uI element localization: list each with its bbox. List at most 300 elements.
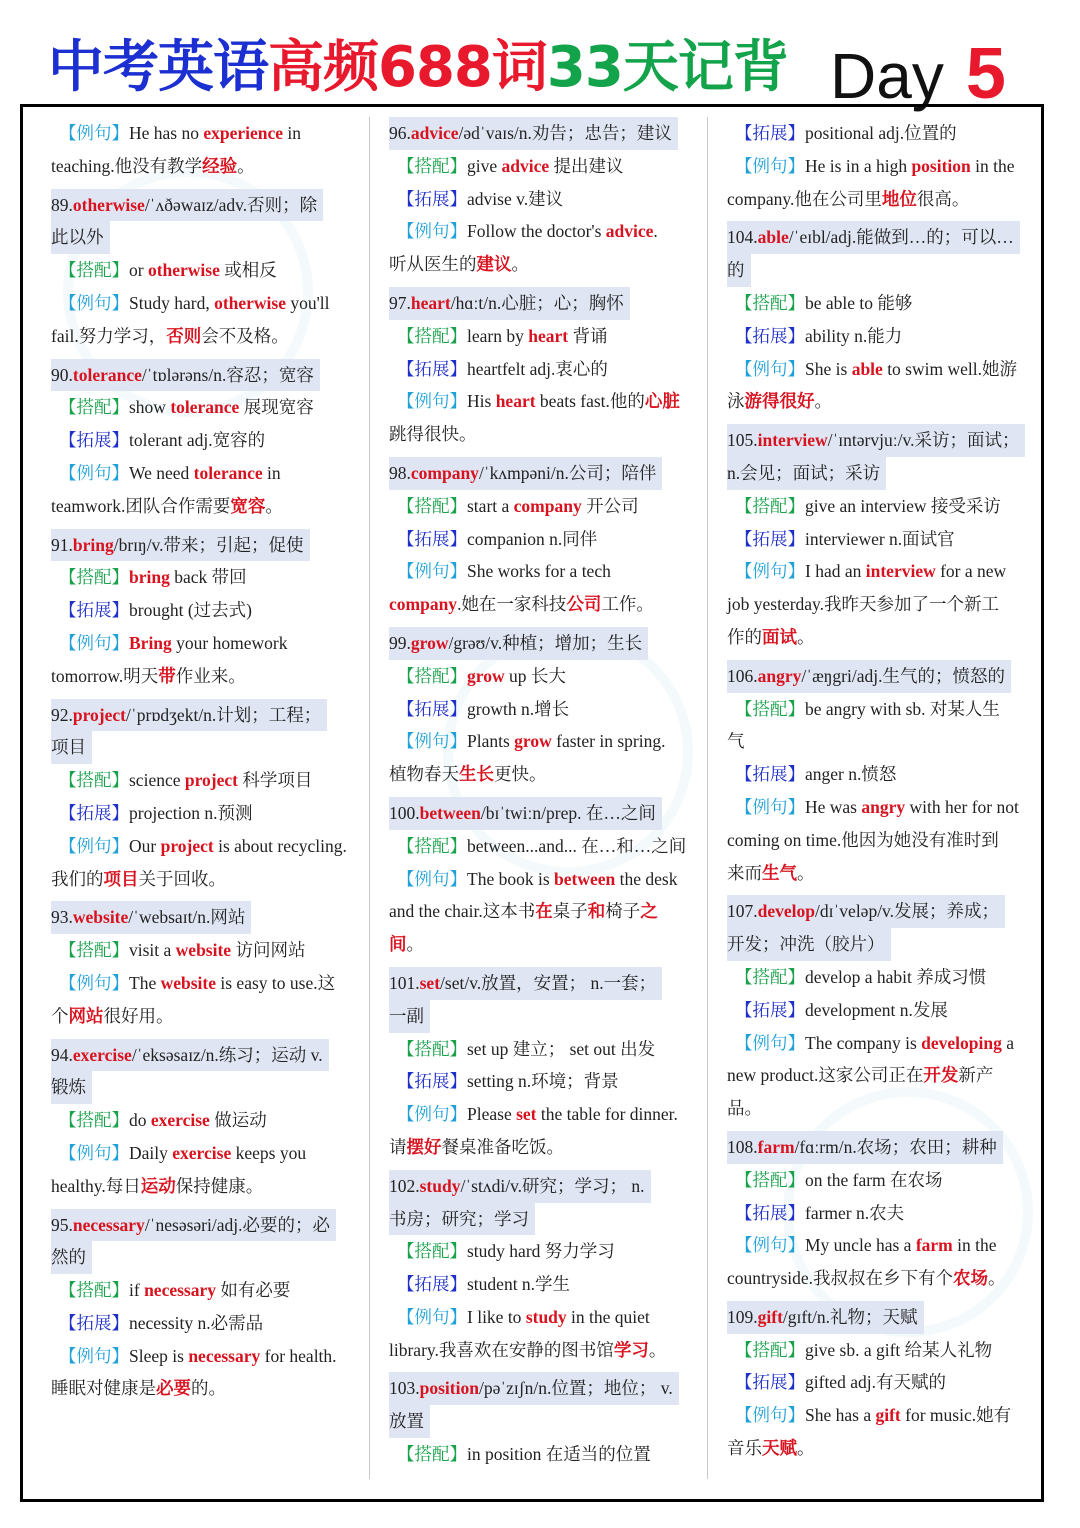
entry-heading-band (389, 1405, 430, 1438)
highlight-text: advice (501, 155, 550, 176)
extension-line (51, 594, 361, 627)
text-segment: 91. (51, 534, 73, 555)
text-segment: 。 (814, 391, 832, 412)
text-segment: beats fast.他的 (535, 391, 645, 412)
text-segment: /bɪˈtwiːn/prep. 在…之间 (480, 802, 656, 823)
entry-heading-band (727, 928, 891, 961)
text-segment: companion n.同伴 (467, 528, 598, 549)
highlight-text: farm (915, 1235, 953, 1256)
label-tag: 【例句】 (59, 972, 129, 993)
highlight-text: 游得很好 (744, 391, 815, 412)
collocation-line (389, 830, 699, 863)
highlight-text: developing (921, 1032, 1002, 1053)
text-segment: keeps you (231, 1142, 307, 1163)
text-segment: 。 (797, 862, 815, 883)
highlight-text: necessary (188, 1345, 261, 1366)
text-segment: in (262, 462, 281, 483)
highlight-text: interview (865, 561, 936, 582)
text-segment: 访问网站 (231, 940, 306, 961)
entry-heading-band (389, 1203, 535, 1236)
highlight-text: grow (467, 665, 505, 686)
text-segment: 提出建议 (549, 155, 624, 176)
example-line (727, 150, 1037, 183)
entry-heading (51, 1039, 361, 1072)
entry-heading (51, 699, 361, 732)
text-segment: 音乐 (727, 1438, 762, 1459)
text-segment: /ˈprɒdʒekt/n.计划；工程； (126, 704, 322, 725)
extension-line (727, 320, 1037, 353)
extension-line (389, 693, 699, 726)
extension-line (727, 994, 1037, 1027)
label-tag: 【例句】 (735, 358, 805, 379)
example-line (727, 1027, 1037, 1060)
text-segment: fail.努力学习， (51, 325, 167, 346)
text-segment: /ˈʌðəwaɪz/adv.否则；除 (144, 194, 318, 215)
text-line (727, 1262, 1037, 1295)
text-segment: in the (952, 1235, 997, 1256)
text-segment: show (129, 397, 171, 418)
highlight-text: 公司 (566, 594, 602, 615)
label-tag: 【例句】 (59, 835, 129, 856)
highlight-text: tolerance (72, 364, 142, 385)
text-segment: library.我喜欢在安静的图书馆 (389, 1339, 614, 1360)
entry-heading-band (727, 1131, 1003, 1164)
label-tag: 【拓展】 (59, 802, 129, 823)
label-tag: 【例句】 (397, 868, 467, 889)
text-line (51, 320, 361, 353)
text-segment: 开发；冲洗（胶片） (727, 934, 885, 955)
entry-heading (727, 457, 1037, 490)
label-tag: 【搭配】 (397, 665, 467, 686)
extension-line (389, 1065, 699, 1098)
label-tag: 【拓展】 (59, 1312, 129, 1333)
highlight-text: angry (861, 796, 906, 817)
text-segment: 93. (51, 907, 73, 928)
text-segment: /ˈnesəsəri/adj.必要的；必 (144, 1214, 330, 1235)
highlight-text: 农场 (953, 1268, 989, 1289)
text-segment: back 带回 (169, 567, 247, 588)
highlight-text: tolerance (193, 462, 263, 483)
label-tag: 【拓展】 (735, 764, 805, 785)
text-segment: He was (805, 796, 862, 817)
label-tag: 【搭配】 (397, 1038, 467, 1059)
text-segment: study hard 努力学习 (467, 1241, 615, 1262)
text-line (51, 490, 361, 523)
entry-heading-band (389, 117, 678, 150)
text-segment: /ˈwebsaɪt/n.网站 (128, 907, 246, 928)
text-segment: /set/v.放置，安置； n.一套； (440, 972, 657, 993)
text-segment: /gɪft/n.礼物；天赋 (782, 1306, 918, 1327)
entry-heading (51, 1241, 361, 1274)
text-segment: 气 (727, 731, 745, 752)
label-tag: 【例句】 (735, 1405, 805, 1426)
text-segment: She has a (805, 1405, 876, 1426)
highlight-text: 建议 (476, 254, 512, 275)
highlight-text: necessary (144, 1280, 217, 1301)
label-tag: 【例句】 (59, 292, 129, 313)
highlight-text: position (911, 155, 971, 176)
entry-heading (727, 221, 1037, 254)
highlight-text: website (72, 907, 129, 928)
extension-line (727, 1197, 1037, 1230)
label-tag: 【搭配】 (59, 567, 129, 588)
text-segment: 桌子 (552, 901, 588, 922)
word-column-2 (389, 117, 699, 1471)
collocation-line (727, 287, 1037, 320)
text-segment: 植物春天 (389, 764, 459, 785)
text-line (51, 660, 361, 693)
text-segment: be able to 能够 (805, 292, 913, 313)
text-segment: Daily (129, 1142, 173, 1163)
text-segment: advise v.建议 (467, 188, 564, 209)
entry-heading (727, 254, 1037, 287)
highlight-text: otherwise (147, 260, 220, 281)
example-line (389, 1098, 699, 1131)
highlight-text: position (419, 1378, 479, 1399)
text-line (389, 758, 699, 791)
highlight-text: 经验 (202, 155, 238, 176)
text-line (389, 1334, 699, 1367)
text-segment: 作的 (727, 626, 762, 647)
label-tag: 【例句】 (397, 561, 467, 582)
label-tag: 【例句】 (397, 1104, 467, 1125)
entry-heading-band (51, 529, 310, 562)
day-number: 5 (965, 34, 1006, 114)
text-segment: . (653, 221, 658, 242)
text-segment: 或相反 (219, 260, 277, 281)
text-segment: 100. (389, 802, 420, 823)
entry-heading (51, 529, 361, 562)
highlight-text: 网站 (68, 1005, 104, 1026)
text-segment: teamwork.团队合作需要 (51, 495, 231, 516)
text-segment: heartfelt adj.衷心的 (467, 358, 608, 379)
text-segment: to swim well.她游 (882, 358, 1017, 379)
text-segment: 保持健康。 (175, 1175, 264, 1196)
entry-heading-band (389, 457, 662, 490)
collocation-line (389, 1235, 699, 1268)
highlight-text: Bring (129, 632, 172, 653)
highlight-text: set (419, 972, 441, 993)
example-line (727, 1229, 1037, 1262)
label-tag: 【搭配】 (735, 1169, 805, 1190)
text-segment: /pəˈzɪʃn/n.位置；地位； v. (478, 1378, 673, 1399)
text-segment: Plants (467, 731, 515, 752)
text-segment: your homework (171, 632, 288, 653)
entry-heading-band (727, 1301, 924, 1334)
extension-line (51, 797, 361, 830)
highlight-text: 和 (587, 901, 606, 922)
entry-heading-band (51, 1039, 329, 1072)
text-segment: 94. (51, 1044, 73, 1065)
text-segment: 97. (389, 292, 411, 313)
text-segment: or (129, 260, 148, 281)
text-segment: 的。 (191, 1378, 226, 1399)
text-segment: Our (129, 835, 161, 856)
entry-heading-band (389, 797, 662, 830)
extension-line (389, 183, 699, 216)
text-line (389, 418, 699, 451)
text-segment: 品。 (727, 1098, 762, 1119)
text-segment: 90. (51, 364, 73, 385)
highlight-text: advice (605, 221, 654, 242)
text-segment: 。 (237, 155, 255, 176)
text-segment: coming on time.他因为她没有准时到 (727, 829, 999, 850)
example-line (51, 627, 361, 660)
example-line (51, 457, 361, 490)
collocation-line (727, 1164, 1037, 1197)
example-line (727, 1399, 1037, 1432)
highlight-text: 学习 (613, 1339, 649, 1360)
text-segment: 105. (727, 430, 758, 451)
highlight-text: angry (757, 665, 802, 686)
text-line (51, 1372, 361, 1405)
entry-heading-band (51, 731, 92, 764)
highlight-text: exercise (72, 1044, 132, 1065)
collocation-line (51, 1274, 361, 1307)
extension-line (51, 424, 361, 457)
extension-line (727, 758, 1037, 791)
highlight-text: exercise (150, 1110, 210, 1131)
highlight-text: between (554, 868, 616, 889)
text-line (389, 248, 699, 281)
entry-heading-band (727, 221, 1020, 254)
label-tag: 【搭配】 (397, 495, 467, 516)
collocation-line (727, 961, 1037, 994)
label-tag: 【例句】 (59, 632, 129, 653)
text-segment: 95. (51, 1214, 73, 1235)
highlight-text: heart (528, 325, 569, 346)
text-segment: 96. (389, 123, 411, 143)
text-segment: 作业来。 (175, 665, 246, 686)
label-tag: 【例句】 (735, 1032, 805, 1053)
highlight-text: farm (757, 1136, 795, 1157)
text-segment: 请 (389, 1136, 407, 1157)
column-divider (369, 117, 370, 1479)
text-segment: job yesterday.我昨天参加了一个新工 (727, 594, 1000, 615)
text-segment: in the (970, 155, 1015, 176)
text-segment: 。 (265, 495, 283, 516)
collocation-line (51, 561, 361, 594)
label-tag: 【搭配】 (735, 292, 805, 313)
highlight-text: bring (72, 534, 114, 555)
text-segment: in the quiet (566, 1306, 650, 1327)
text-segment: student n.学生 (467, 1274, 571, 1295)
text-segment: /ədˈvaɪs/n.劝告；忠告；建议 (458, 123, 672, 143)
highlight-text: able (757, 227, 789, 248)
collocation-line (389, 660, 699, 693)
highlight-text: company (513, 495, 582, 516)
example-line (51, 1137, 361, 1170)
text-segment: I had an (805, 561, 866, 582)
example-line (389, 555, 699, 588)
text-segment: be angry with sb. 对某人生 (805, 698, 1000, 719)
collocation-line (51, 391, 361, 424)
entry-heading-band (727, 254, 751, 287)
entry-heading (727, 895, 1037, 928)
text-segment: 。 (988, 1268, 1006, 1289)
text-segment: 。 (797, 626, 815, 647)
text-segment: growth n.增长 (467, 698, 570, 719)
highlight-text: 宽容 (230, 495, 266, 516)
text-segment: is about recycling. (213, 835, 347, 856)
text-segment: learn by (467, 325, 529, 346)
text-segment: farmer n.农夫 (805, 1202, 905, 1223)
label-tag: 【例句】 (735, 155, 805, 176)
highlight-text: otherwise (72, 194, 145, 215)
label-tag: 【例句】 (397, 221, 467, 242)
entry-heading (727, 1131, 1037, 1164)
text-segment: for music.她有 (900, 1405, 1012, 1426)
text-segment: 听从医生的 (389, 254, 477, 275)
text-segment: 如有必要 (216, 1280, 291, 1301)
label-tag: 【搭配】 (59, 1110, 129, 1131)
text-segment: do (129, 1110, 151, 1131)
highlight-text: 地位 (881, 188, 917, 209)
text-line (727, 1092, 1037, 1125)
example-line (389, 385, 699, 418)
label-tag: 【拓展】 (397, 1274, 467, 1295)
entry-heading (389, 117, 699, 150)
text-segment: We need (129, 462, 194, 483)
text-segment: The company is (805, 1032, 922, 1053)
text-segment: Follow the doctor's (467, 221, 606, 242)
text-segment: 背诵 (568, 325, 608, 346)
example-line (727, 791, 1037, 824)
label-tag: 【拓展】 (59, 600, 129, 621)
text-segment: 新产 (958, 1065, 994, 1086)
extension-line (727, 523, 1037, 556)
label-tag: 【搭配】 (397, 1241, 467, 1262)
highlight-text: 之 (640, 901, 658, 922)
collocation-line (389, 490, 699, 523)
label-tag: 【拓展】 (735, 528, 805, 549)
text-line (727, 824, 1037, 857)
label-tag: 【例句】 (397, 1306, 467, 1327)
text-line (727, 725, 1037, 758)
highlight-text: 天赋 (762, 1438, 797, 1459)
highlight-text: exercise (172, 1142, 232, 1163)
entry-heading (51, 189, 361, 222)
text-segment: give sb. a gift 给某人礼物 (805, 1339, 993, 1360)
text-segment: She is (805, 358, 852, 379)
label-tag: 【搭配】 (735, 495, 805, 516)
text-segment: in position 在适当的位置 (467, 1444, 651, 1465)
highlight-text: tolerance (170, 397, 240, 418)
example-line (389, 1301, 699, 1334)
text-segment: 餐桌准备吃饭。 (441, 1136, 564, 1157)
text-segment: 98. (389, 462, 411, 483)
text-segment: 来而 (727, 862, 762, 883)
example-line (389, 863, 699, 896)
label-tag: 【搭配】 (397, 155, 467, 176)
highlight-text: able (851, 358, 883, 379)
text-segment: 。 (797, 1438, 815, 1459)
entry-heading (51, 221, 361, 254)
text-segment: 我们的 (51, 868, 104, 889)
text-segment: healthy.每日 (51, 1175, 141, 1196)
text-segment: n.会见；面试；采访 (727, 462, 881, 483)
collocation-line (389, 150, 699, 183)
entry-heading (389, 627, 699, 660)
text-segment: 椅子 (605, 901, 641, 922)
highlight-text: 面试 (762, 626, 797, 647)
column-divider (707, 117, 708, 1479)
example-line (727, 555, 1037, 588)
text-segment: faster in spring. (551, 731, 666, 752)
highlight-text: necessary (72, 1214, 145, 1235)
entry-heading-band (51, 189, 323, 222)
highlight-text: 运动 (140, 1175, 176, 1196)
highlight-text: company (389, 594, 458, 615)
content-frame (20, 104, 1044, 1502)
highlight-text: experience (203, 123, 284, 143)
label-tag: 【拓展】 (735, 123, 805, 143)
collocation-line (51, 764, 361, 797)
day-word: Day (830, 40, 944, 112)
entry-heading-band (51, 1209, 336, 1242)
text-line (727, 588, 1037, 621)
text-segment: /brɪŋ/v.带来；引起；促使 (113, 534, 304, 555)
entry-heading-band (51, 221, 110, 254)
text-segment: 放置 (389, 1411, 424, 1432)
collocation-line (389, 1033, 699, 1066)
label-tag: 【拓展】 (397, 358, 467, 379)
highlight-text: gift (757, 1306, 783, 1327)
example-line (51, 287, 361, 320)
entry-heading (51, 359, 361, 392)
text-line (727, 385, 1037, 418)
text-segment: Study hard, (129, 292, 215, 313)
entry-heading (727, 660, 1037, 693)
entry-heading-band (727, 895, 1005, 928)
text-segment: She works for a tech (467, 561, 611, 582)
text-segment: 会不及格。 (201, 325, 289, 346)
label-tag: 【搭配】 (59, 770, 129, 791)
example-line (51, 1340, 361, 1373)
text-segment: 项目 (51, 737, 86, 758)
entry-heading-band (389, 1372, 679, 1405)
text-segment: set up 建立； set out 出发 (467, 1038, 656, 1059)
label-tag: 【搭配】 (397, 835, 467, 856)
text-segment: 92. (51, 704, 73, 725)
title-part-1: 中考英语 (48, 35, 268, 100)
entry-heading-band (389, 627, 648, 660)
collocation-line (727, 490, 1037, 523)
text-segment: 展现宽容 (239, 397, 314, 418)
text-segment: between...and... 在…和…之间 (467, 835, 687, 856)
entry-heading-band (51, 1071, 92, 1104)
extension-line (389, 1268, 699, 1301)
text-segment: /ˈtɒlərəns/n.容忍；宽容 (141, 364, 314, 385)
text-segment: 书房；研究；学习 (389, 1208, 529, 1229)
text-segment: My uncle has a (805, 1235, 916, 1256)
text-segment: tolerant adj.宽容的 (129, 430, 266, 451)
text-segment: the table for dinner. (536, 1104, 678, 1125)
label-tag: 【搭配】 (397, 1444, 467, 1465)
text-line (727, 621, 1037, 654)
text-segment: interviewer n.面试官 (805, 528, 955, 549)
entry-heading (389, 1203, 699, 1236)
collocation-line (727, 1334, 1037, 1367)
collocation-line (727, 693, 1037, 726)
label-tag: 【拓展】 (397, 188, 467, 209)
entry-heading-band (51, 901, 251, 934)
label-tag: 【搭配】 (735, 966, 805, 987)
entry-heading-band (727, 424, 1025, 457)
text-line (727, 1059, 1037, 1092)
text-segment: up 长大 (504, 665, 566, 686)
text-line (389, 895, 699, 928)
